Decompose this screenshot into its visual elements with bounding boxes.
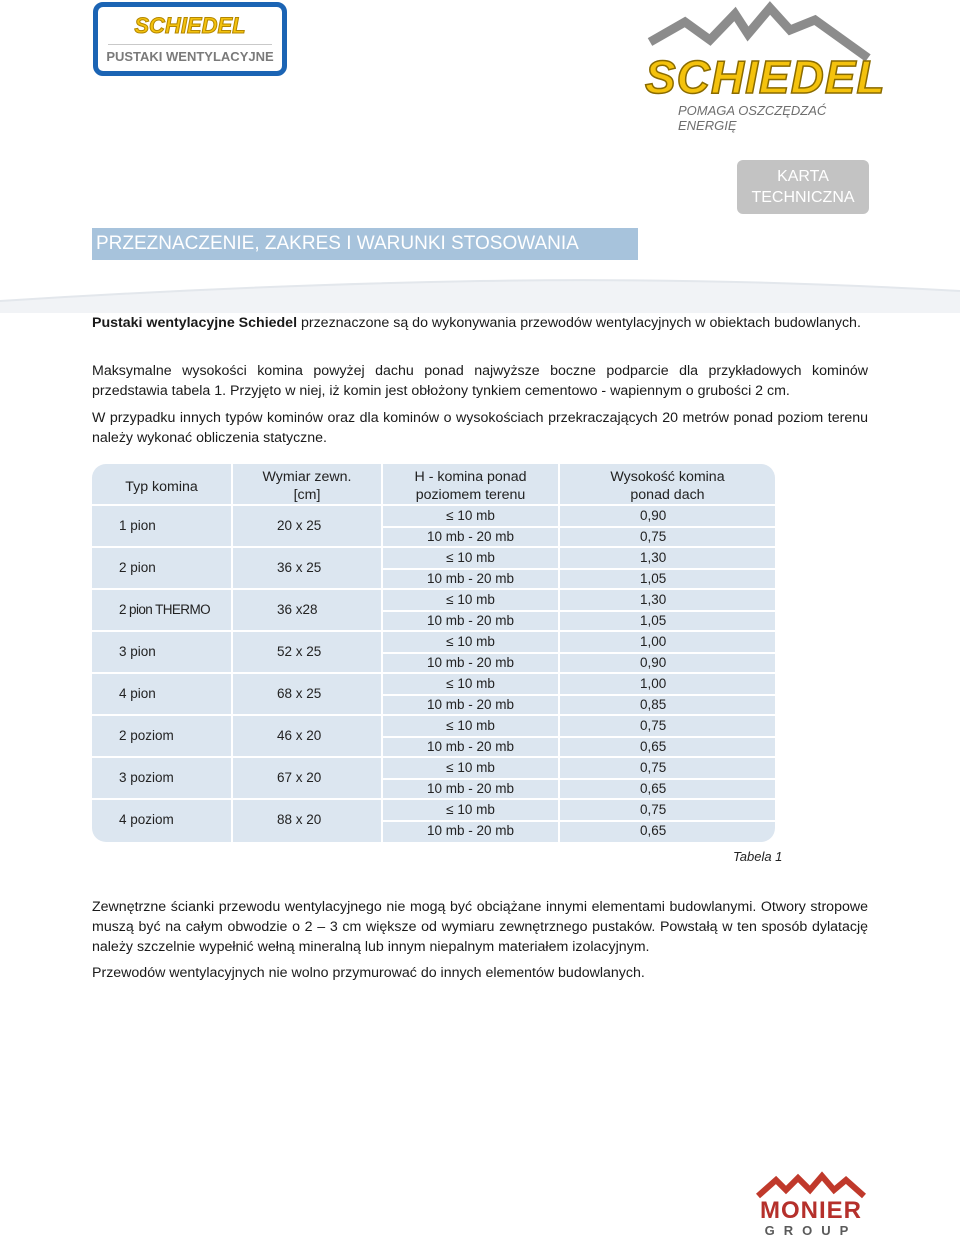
subrow-divider (383, 610, 775, 612)
table-cell-h-range: 10 mb - 20 mb (426, 739, 515, 754)
row-divider (92, 504, 775, 506)
badge-subtitle: PUSTAKI WENTYLACYJNE (106, 49, 274, 64)
monier-brand-text: MONIER (760, 1197, 862, 1224)
table-cell-height-value: 1,05 (640, 613, 667, 628)
table-cell-height-value: 0,65 (640, 823, 667, 838)
pustaki-badge-logo (93, 2, 287, 76)
doc-type-line1: KARTA (777, 168, 829, 185)
subrow-divider (383, 526, 775, 528)
table-cell-height-value: 0,75 (640, 760, 667, 775)
table-cell-dimension: 20 x 25 (277, 518, 322, 533)
table-cell-dimension: 52 x 25 (277, 644, 322, 659)
chimney-height-table (92, 464, 775, 842)
table-cell-height-value: 0,90 (640, 655, 667, 670)
table-cell-type: 3 pion (119, 644, 156, 659)
table-cell-h-range: ≤ 10 mb (446, 760, 495, 775)
header-h-line2: poziomem terenu (415, 487, 526, 503)
table-cell-height-value: 1,30 (640, 592, 667, 607)
masonry-paragraph: Przewodów wentylacyjnych nie wolno przymurować do innych elementów budowlanych. (92, 965, 645, 981)
table-cell-h-range: 10 mb - 20 mb (426, 697, 515, 712)
table-divider (231, 464, 233, 842)
table-cell-dimension: 36 x28 (277, 602, 318, 617)
table-cell-dimension: 68 x 25 (277, 686, 322, 701)
table-cell-h-range: ≤ 10 mb (446, 592, 495, 607)
subrow-divider (383, 652, 775, 654)
table-cell-type: 2 pion (119, 560, 156, 575)
schiedel-brand-text: SCHIEDEL (645, 51, 886, 103)
table-cell-h-range: ≤ 10 mb (446, 676, 495, 691)
decorative-wave (0, 265, 960, 313)
table-cell-height-value: 0,65 (640, 781, 667, 796)
subrow-divider (383, 736, 775, 738)
intro-bold: Pustaki wentylacyjne Schiedel (92, 315, 298, 331)
table-cell-height-value: 0,85 (640, 697, 667, 712)
schiedel-logo (640, 0, 886, 133)
header-height-line2: ponad dach (630, 487, 705, 503)
table-cell-h-range: 10 mb - 20 mb (426, 529, 515, 544)
intro-paragraph (92, 313, 868, 333)
table-cell-height-value: 0,65 (640, 739, 667, 754)
row-divider (92, 630, 775, 632)
document-type-badge (737, 160, 869, 214)
table-cell-h-range: ≤ 10 mb (446, 718, 495, 733)
table-cell-type: 3 poziom (119, 770, 174, 785)
badge-brand-text: SCHIEDEL (134, 13, 246, 38)
height-paragraph: Maksymalne wysokości komina powyżej dachu ponad najwyższe boczne podparcie dla przykładowych kominów przedstawia tabela 1. Przyjęto w niej, iż komin jest obłożony tynkiem cementowo - wapiennym o grubości 2 cm. (92, 363, 868, 399)
subrow-divider (383, 778, 775, 780)
table-cell-type: 2 poziom (119, 728, 174, 743)
monier-logo (752, 1168, 870, 1238)
table-cell-h-range: 10 mb - 20 mb (426, 571, 515, 586)
table-cell-dimension: 88 x 20 (277, 812, 322, 827)
table-cell-h-range: ≤ 10 mb (446, 634, 495, 649)
table-cell-type: 1 pion (119, 518, 156, 533)
subrow-divider (383, 568, 775, 570)
header-type: Typ komina (125, 479, 198, 495)
table-cell-type: 2 pion THERMO (119, 602, 210, 617)
table-cell-dimension: 46 x 20 (277, 728, 322, 743)
header-h (383, 468, 558, 504)
row-divider (92, 756, 775, 758)
row-divider (92, 672, 775, 674)
table-cell-dimension: 36 x 25 (277, 560, 322, 575)
schiedel-tagline: POMAGA OSZCZĘDZAĆ ENERGIĘ (678, 103, 827, 133)
table-cell-type: 4 pion (119, 686, 156, 701)
table-cell-h-range: ≤ 10 mb (446, 802, 495, 817)
doc-type-line2: TECHNICZNA (751, 189, 855, 206)
header-dimension-line1: Wymiar zewn. (262, 469, 352, 485)
table-cell-h-range: 10 mb - 20 mb (426, 655, 515, 670)
statics-paragraph: W przypadku innych typów kominów oraz dla kominów o wysokościach przekraczających 20 metrów ponad poziom terenu należy wykonać obliczenia statyczne. (92, 410, 868, 446)
badge-divider (108, 44, 272, 45)
table-cell-height-value: 0,90 (640, 508, 667, 523)
row-divider (92, 798, 775, 800)
header-dimension (233, 468, 381, 504)
header-h-line1: H - komina ponad (414, 469, 527, 485)
table-cell-height-value: 1,00 (640, 634, 667, 649)
header-height (560, 468, 775, 504)
table-cell-height-value: 0,75 (640, 802, 667, 817)
table-cell-height-value: 1,30 (640, 550, 667, 565)
header-height-line1: Wysokość komina (610, 469, 725, 485)
table-cell-h-range: 10 mb - 20 mb (426, 613, 515, 628)
table-cell-h-range: 10 mb - 20 mb (426, 781, 515, 796)
monier-group-text: GROUP (764, 1223, 858, 1238)
row-divider (92, 588, 775, 590)
table-cell-dimension: 67 x 20 (277, 770, 322, 785)
row-divider (92, 714, 775, 716)
table-cell-height-value: 1,00 (640, 676, 667, 691)
header-dimension-line2: [cm] (293, 487, 321, 503)
subrow-divider (383, 694, 775, 696)
table-cell-height-value: 0,75 (640, 718, 667, 733)
table-cell-h-range: ≤ 10 mb (446, 508, 495, 523)
table-cell-height-value: 0,75 (640, 529, 667, 544)
walls-paragraph: Zewnętrzne ścianki przewodu wentylacyjnego nie mogą być obciążane innymi elementami budowlanymi. Otwory stropowe muszą być na całym obwodzie o 2 – 3 cm większe od wymiaru zewnętrznego pustaków. Powstałą w ten sposób dylatację należy szczelnie wypełnić wełną mineralną lub innym niepalnym materiałem izolacyjnym. (92, 899, 868, 955)
table-cell-h-range: 10 mb - 20 mb (426, 823, 515, 838)
table-cell-h-range: ≤ 10 mb (446, 550, 495, 565)
table-cell-type: 4 poziom (119, 812, 174, 827)
table-caption: Tabela 1 (733, 849, 783, 864)
subrow-divider (383, 820, 775, 822)
monier-roof-icon (752, 1168, 870, 1200)
intro-rest: przeznaczone są do wykonywania przewodów wentylacyjnych w obiektach budowlanych. (297, 315, 861, 331)
row-divider (92, 546, 775, 548)
table-cell-height-value: 1,05 (640, 571, 667, 586)
section-title: PRZEZNACZENIE, ZAKRES I WARUNKI STOSOWANIA (92, 228, 638, 260)
